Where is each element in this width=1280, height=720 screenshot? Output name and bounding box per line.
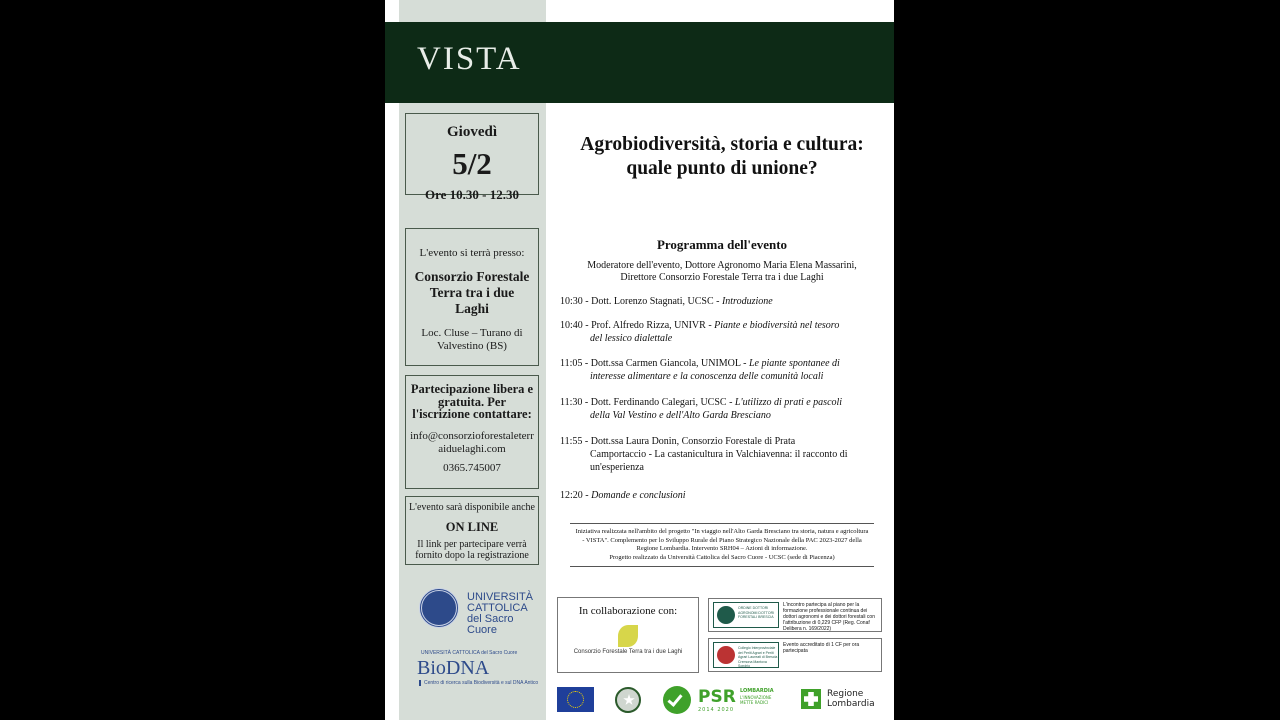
psr-region: LOMBARDIA [740, 688, 774, 694]
online-intro: L'evento sarà disponibile anche [409, 502, 535, 513]
certification-text: L'incontro partecipa al piano per la formazione professionale continua dei dottori agronomi e dei dottori forestali con l'attribuzione di 0,229 CFP (Reg. Conaf Delibera n. 169/2022) [783, 602, 875, 632]
regione-line-1: Regione [827, 689, 864, 699]
consorzio-leaf-icon [610, 625, 646, 647]
participation-box [405, 375, 539, 489]
periti-emblem-icon [717, 646, 735, 664]
agronomi-mark-icon [717, 606, 735, 624]
online-box [405, 496, 539, 565]
ucsc-logo [419, 588, 544, 636]
talk-topic-cont: della Val Vestino e dell'Alto Garda Bresciano [590, 410, 771, 421]
venue-box [405, 228, 539, 366]
consorzio-name: Consorzio Forestale Terra tra i due Laghi [573, 649, 683, 655]
regione-lombardia-logo [797, 687, 887, 713]
biodna-logo [417, 650, 542, 710]
talk-topic: Domande e conclusioni [591, 490, 686, 501]
talk-topic: L'utilizzo di prati e pascoli [734, 397, 843, 408]
talk-speaker: Dott. Lorenzo Stagnati, UCSC - [591, 296, 720, 307]
psr-word: PSR [698, 687, 736, 707]
initiative-line-2: Progetto realizzato da Università Cattolica del Sacro Cuore - UCSC (sede di Piacenza) [609, 553, 835, 561]
agronomi-logo [713, 602, 779, 628]
event-day: Giovedì [446, 124, 497, 140]
talk-topic-cont: Camportaccio - La castanicultura in Valchiavenna: il racconto di un'esperienza [590, 449, 848, 473]
talk-time: 11:30 [560, 397, 583, 408]
online-title: ON LINE [445, 520, 499, 534]
talk-speaker: Prof. Alfredo Rizza, UNIVR - [591, 320, 712, 331]
biodna-subtitle: Centro di ricerca sulla Biodiversità e sul DNA Antico [419, 680, 542, 686]
psr-check-icon [663, 686, 691, 714]
program-item: 12:20 - Domande e conclusioni [560, 490, 686, 501]
sponsor-logos [557, 685, 887, 715]
event-flyer [385, 0, 894, 720]
talk-topic: Le piante spontanee di [748, 358, 840, 369]
talk-time: 11:55 [560, 436, 583, 447]
certification-agronomi [708, 598, 882, 632]
event-title: Agrobiodiversità, storia e cultura: quale punto di unione? [580, 134, 864, 179]
talk-time: 10:30 [560, 296, 583, 307]
psr-tagline: L'INNOVAZIONE METTE RADICI [740, 695, 772, 705]
talk-speaker: Dott. Ferdinando Calegari, UCSC - [590, 397, 733, 408]
regione-lombardia-icon [801, 689, 821, 709]
venue-intro: L'evento si terrà presso: [419, 247, 525, 259]
program-item: 11:30 - Dott. Ferdinando Calegari, UCSC - L'utilizzo di prati e pascoli della Val Vestino e dell'Alto Garda Bresciano [560, 396, 890, 422]
program-title: Programma dell'evento [656, 237, 788, 252]
psr-logo [698, 687, 778, 715]
event-date: 5/2 [452, 146, 492, 181]
ucsc-line-2: CATTOLICA [467, 602, 528, 614]
venue-address: Loc. Cluse – Turano di Valvestino (BS) [421, 327, 523, 352]
eu-flag-icon [557, 687, 594, 712]
ucsc-line-1: UNIVERSITÀ [467, 591, 534, 603]
periti-logo-text: Collegio Interprovinciale dei Periti Agrari e Periti Agrari Laureati di Brescia Cremona Mantova Sondrio [738, 646, 778, 668]
talk-topic: Introduzione [721, 296, 773, 307]
biodna-institution: UNIVERSITÀ CATTOLICA del Sacro Cuore [421, 650, 518, 656]
certification-periti [708, 638, 882, 672]
talk-time: 11:05 [560, 358, 583, 369]
regione-lombardia-text [827, 689, 875, 709]
talk-time: 10:40 [560, 320, 583, 331]
contact-email[interactable]: info@consorzioforestaleterraiduelaghi.com [410, 429, 534, 455]
talk-topic-cont: del lessico dialettale [590, 333, 673, 344]
ucsc-logo-text [467, 592, 544, 636]
moderator-line-2: Direttore Consorzio Forestale Terra tra i due Laghi [620, 272, 824, 283]
ucsc-line-3: del Sacro Cuore [467, 613, 514, 636]
header-band [385, 22, 894, 103]
initiative-line-1: Iniziativa realizzata nell'ambito del progetto "In viaggio nell'Alto Garda Bresciano tra storia, natura e agricoltura - VISTA". Complemento per lo Sviluppo Rurale del Piano Strategico Nazionale della PAC 2023-2027 della Regione Lombardia. Intervento SRH04 – Azioni di informazione. [575, 528, 869, 552]
agronomi-logo-text: ORDINE DOTTORI AGRONOMI DOTTORI FORESTALI BRESCIA [738, 606, 775, 619]
program-item: 10:40 - Prof. Alfredo Rizza, UNIVR - Piante e biodiversità nel tesoro del lessico dialettale [560, 319, 890, 345]
collaboration-box [557, 597, 699, 673]
participation-title: Partecipazione libera e gratuita. Per l'iscrizione contattare: [410, 382, 534, 421]
ucsc-seal-icon [419, 588, 459, 628]
program-item: 11:55 - Dott.ssa Laura Donin, Consorzio Forestale di Prata Camportaccio - La castanicultura in Valchiavenna: il racconto di un'esperienza [560, 435, 890, 474]
initiative-note [570, 523, 874, 567]
brand-title: VISTA [417, 41, 522, 77]
contact-phone[interactable]: 0365.745007 [443, 461, 501, 474]
regione-line-2: Lombardia [827, 699, 875, 709]
moderator-info [550, 260, 894, 284]
program-item: 10:30 - Dott. Lorenzo Stagnati, UCSC - Introduzione [560, 296, 773, 307]
collaboration-label: In collaborazione con: [578, 605, 678, 617]
talk-speaker: Dott.ssa Laura Donin, Consorzio Forestale di Prata [590, 436, 796, 447]
biodna-name: BioDNA [417, 657, 490, 679]
date-box [405, 113, 539, 202]
talk-topic: Piante e biodiversità nel tesoro [714, 320, 840, 331]
venue-name: Consorzio Forestale Terra tra i due Laghi [414, 269, 530, 316]
event-time: Ore 10.30 - 12.30 [425, 187, 519, 202]
certification-text: Evento accreditato di 1 CF per ora partecipata [783, 642, 860, 654]
psr-years: 2014 2020 [698, 707, 735, 713]
online-note: Il link per partecipare verrà fornito dopo la registrazione [415, 539, 529, 561]
program-item: 11:05 - Dott.ssa Carmen Giancola, UNIMOL - Le piante spontanee di interesse alimentare e la conoscenza delle comunità locali [560, 357, 890, 383]
talk-topic-cont: interesse alimentare e la conoscenza delle comunità locali [590, 371, 824, 382]
talk-speaker: Dott.ssa Carmen Giancola, UNIMOL - [590, 358, 747, 369]
periti-logo [713, 642, 779, 668]
moderator-line-1: Moderatore dell'evento, Dottore Agronomo Maria Elena Massarini, [587, 260, 857, 271]
italy-emblem-icon [615, 687, 641, 713]
talk-time: 12:20 [560, 490, 583, 501]
